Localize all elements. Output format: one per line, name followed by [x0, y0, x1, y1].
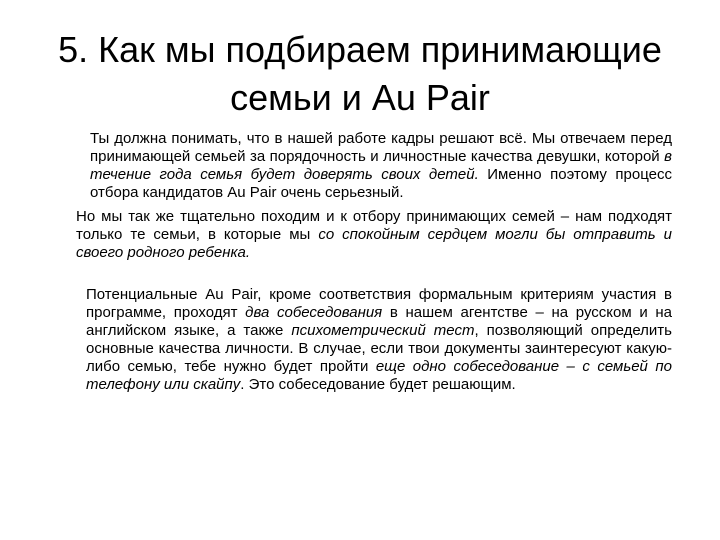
paragraph-3-italic-1: два собеседования — [245, 304, 383, 321]
paragraph-3-text-1: Потенциальные Au Pair, кроме соответствия формальным критериям участия в программе, проходят — [86, 286, 672, 321]
paragraph-3 — [70, 286, 672, 394]
paragraph-3-text-2: в нашем агентстве – на русском и на английском языке, а также — [86, 304, 672, 339]
paragraph-3-italic-3: еще одно собеседование – с семьей по телефону или скайпу — [86, 358, 672, 393]
paragraph-3-italic-2: психометрический тест — [291, 322, 475, 339]
paragraph-1 — [70, 130, 672, 202]
paragraph-3-text-3: , позволяющий определить основные качества личности. В случае, если твои документы заинтересуют какую-либо семью, тебе нужно будет пройти — [86, 322, 672, 375]
slide-title: 5. Как мы подбираем принимающие семьи и Au Pair — [58, 29, 662, 118]
paragraph-3-text-4: . Это собеседование будет решающим. — [240, 376, 516, 393]
paragraph-1-text-2: Именно поэтому процесс отбора кандидатов Au Pair очень серьезный. — [90, 166, 673, 201]
paragraph-2-italic-1: со спокойным сердцем могли бы отправить и своего родного ребенка. — [76, 226, 672, 261]
paragraph-1-italic-1: в течение года семья будет доверять своих детей. — [90, 148, 672, 183]
paragraph-2 — [70, 208, 672, 262]
paragraph-2-text-1: Но мы так же тщательно походим и к отбору принимающих семей – нам подходят только те семьи, в которые мы — [76, 208, 672, 243]
paragraph-1-text-1: Ты должна понимать, что в нашей работе кадры решают всё. Мы отвечаем перед принимающей семьей за порядочность и личностные качества девушки, которой — [90, 130, 672, 165]
slide-body — [70, 130, 672, 394]
